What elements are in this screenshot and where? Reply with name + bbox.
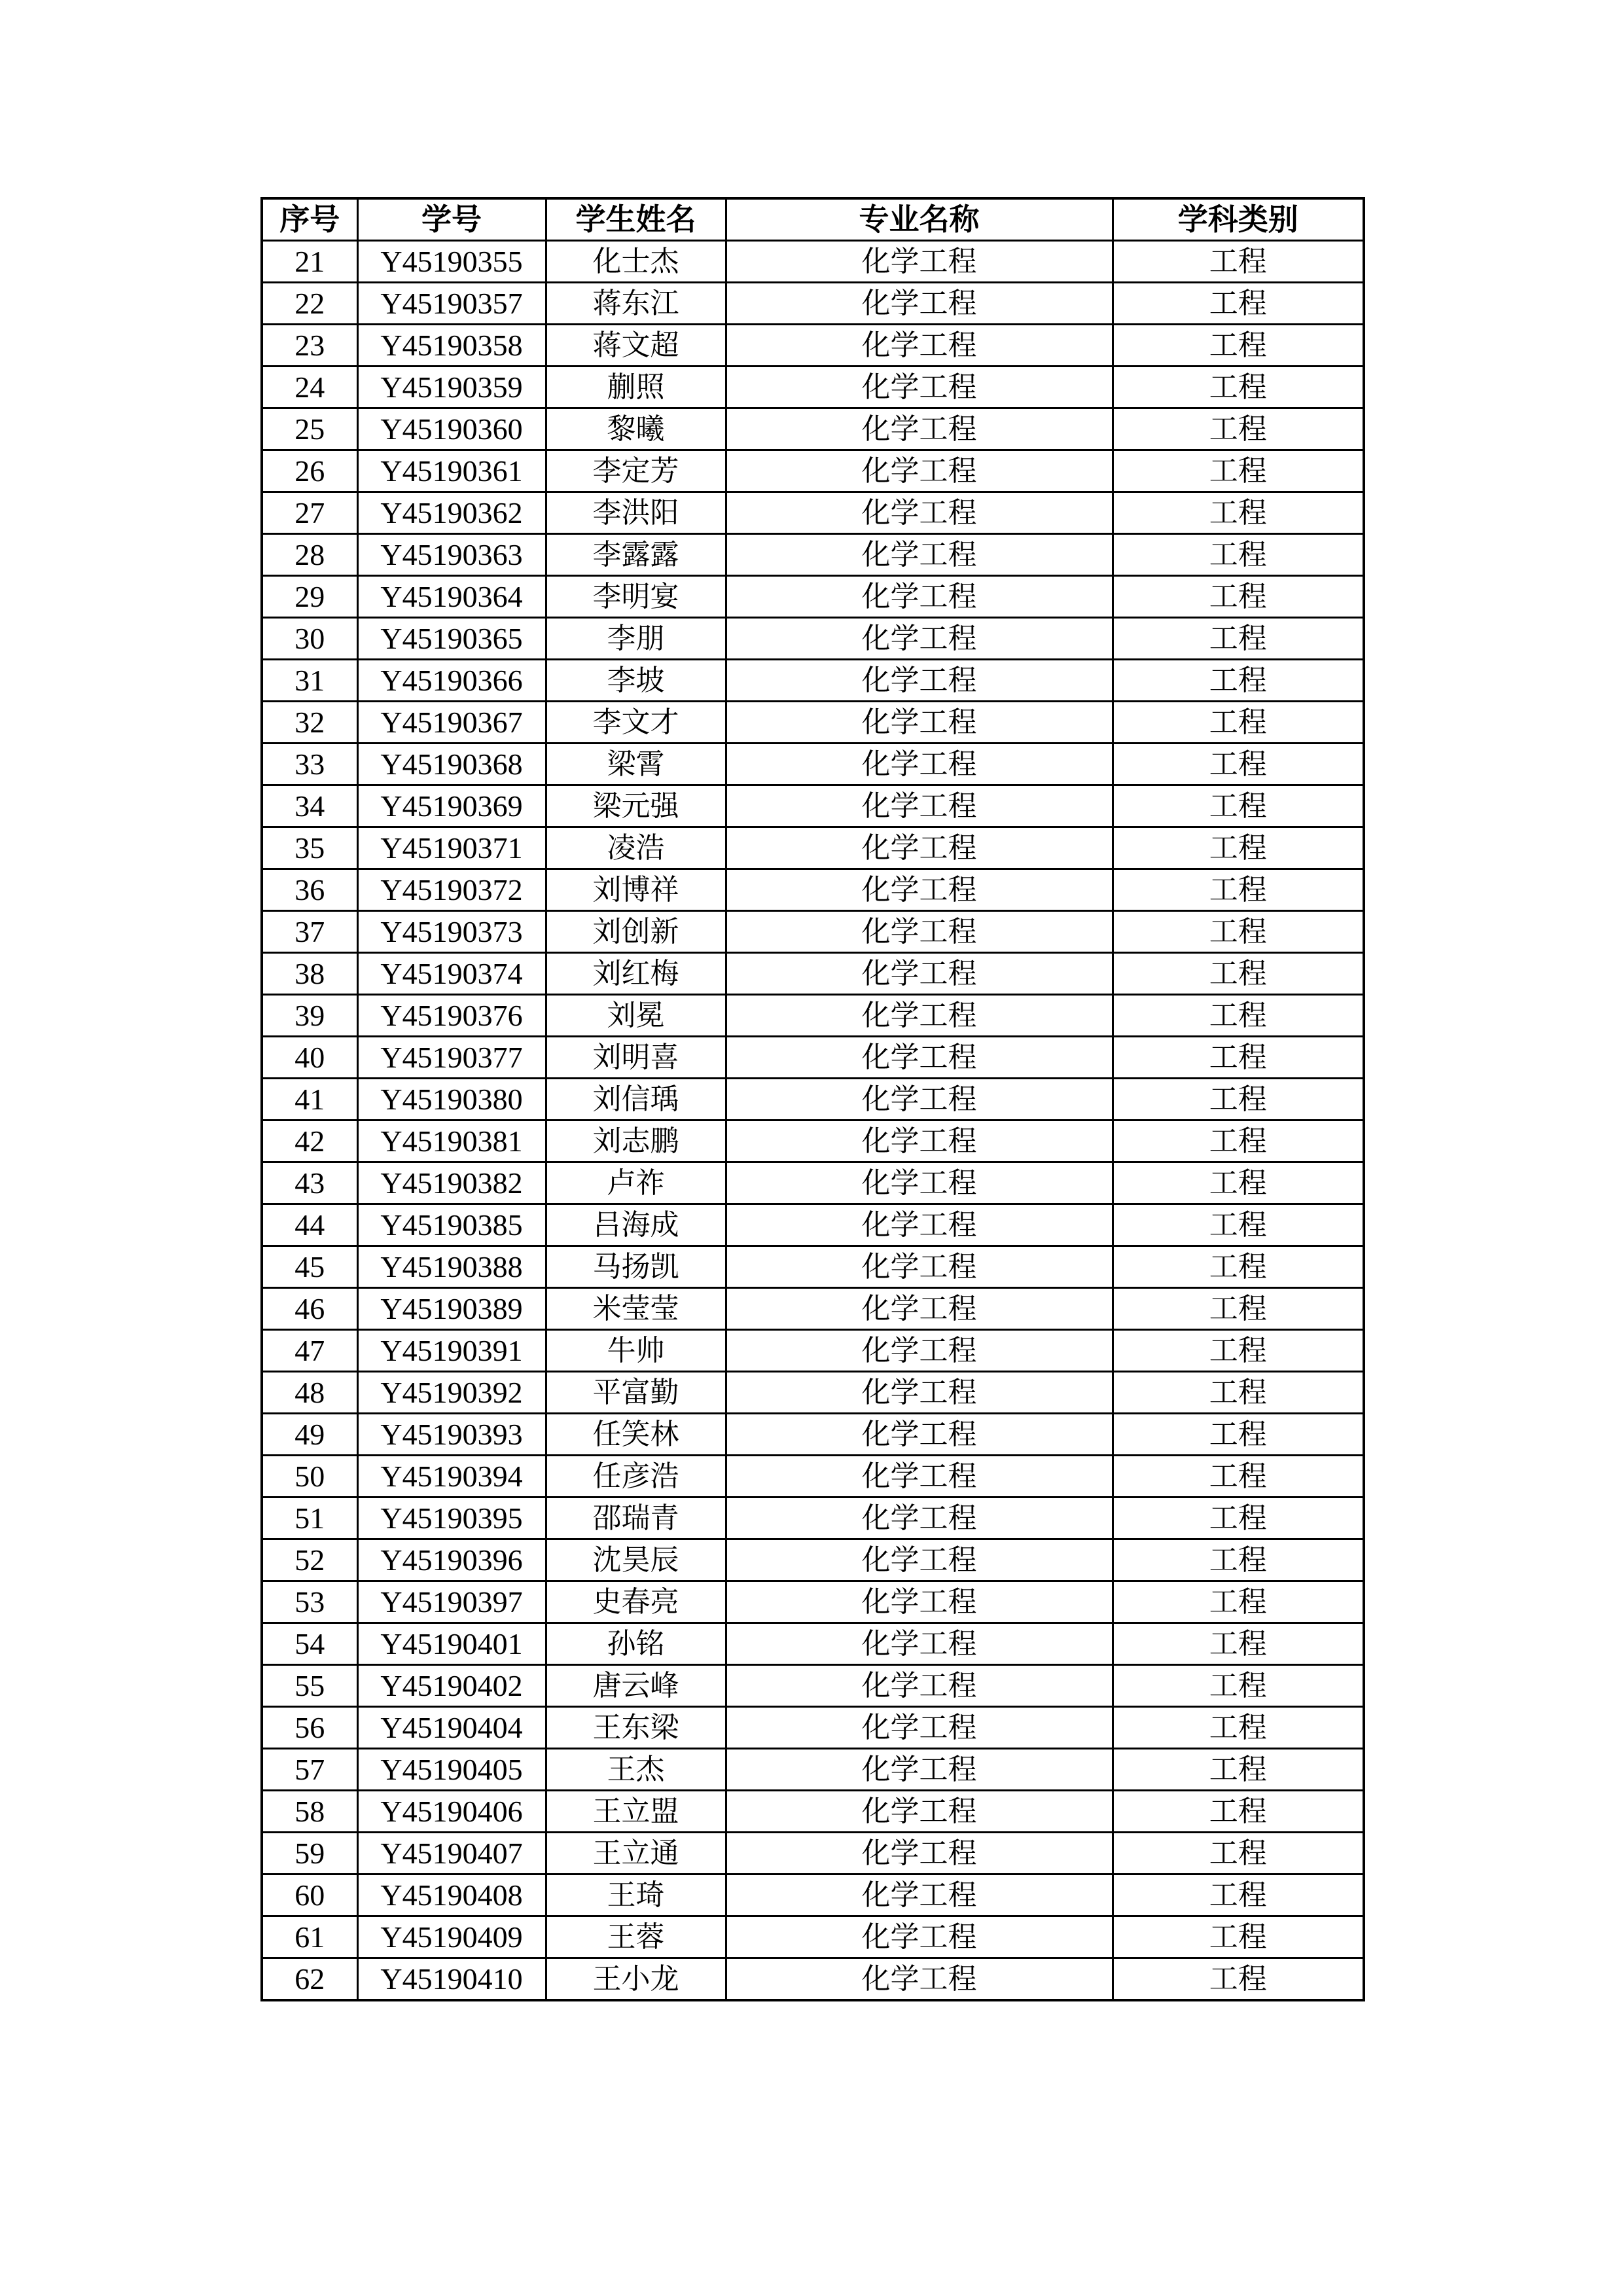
cell-major: 化学工程	[726, 618, 1113, 660]
table-row	[262, 1539, 1364, 1581]
table-row	[262, 827, 1364, 869]
cell-student-name: 牛帅	[546, 1330, 726, 1372]
cell-category: 工程	[1113, 1162, 1364, 1204]
table-row	[262, 1288, 1364, 1330]
cell-student-name: 梁元强	[546, 785, 726, 827]
cell-seq: 29	[262, 576, 357, 618]
table-row	[262, 702, 1364, 744]
cell-student-id: Y45190365	[357, 618, 546, 660]
cell-major: 化学工程	[726, 492, 1113, 534]
cell-student-id: Y45190397	[357, 1581, 546, 1623]
table-row	[262, 1749, 1364, 1791]
cell-student-name: 刘信瑀	[546, 1079, 726, 1121]
cell-student-id: Y45190359	[357, 367, 546, 408]
cell-major: 化学工程	[726, 785, 1113, 827]
table-row	[262, 618, 1364, 660]
cell-category: 工程	[1113, 1665, 1364, 1707]
cell-category: 工程	[1113, 367, 1364, 408]
cell-student-name: 梁霄	[546, 744, 726, 785]
cell-major: 化学工程	[726, 1791, 1113, 1833]
cell-seq: 23	[262, 325, 357, 367]
cell-major: 化学工程	[726, 1079, 1113, 1121]
cell-seq: 56	[262, 1707, 357, 1749]
cell-seq: 52	[262, 1539, 357, 1581]
cell-major: 化学工程	[726, 1707, 1113, 1749]
header-row	[262, 198, 1364, 241]
student-roster-table	[260, 197, 1365, 2001]
cell-major: 化学工程	[726, 325, 1113, 367]
cell-student-id: Y45190404	[357, 1707, 546, 1749]
cell-student-name: 凌浩	[546, 827, 726, 869]
cell-seq: 40	[262, 1037, 357, 1079]
cell-student-name: 蒋东江	[546, 283, 726, 325]
cell-student-name: 刘冕	[546, 995, 726, 1037]
cell-seq: 53	[262, 1581, 357, 1623]
cell-seq: 36	[262, 869, 357, 911]
cell-major: 化学工程	[726, 1581, 1113, 1623]
cell-seq: 28	[262, 534, 357, 576]
cell-seq: 51	[262, 1498, 357, 1539]
header-seq: 序号	[262, 198, 357, 241]
cell-student-id: Y45190366	[357, 660, 546, 702]
table-row	[262, 408, 1364, 450]
cell-category: 工程	[1113, 744, 1364, 785]
cell-category: 工程	[1113, 1330, 1364, 1372]
cell-major: 化学工程	[726, 1958, 1113, 2001]
cell-major: 化学工程	[726, 660, 1113, 702]
cell-major: 化学工程	[726, 1874, 1113, 1916]
cell-major: 化学工程	[726, 534, 1113, 576]
table-row	[262, 995, 1364, 1037]
cell-student-name: 刘志鹏	[546, 1121, 726, 1162]
cell-seq: 33	[262, 744, 357, 785]
cell-seq: 34	[262, 785, 357, 827]
cell-student-id: Y45190388	[357, 1246, 546, 1288]
cell-student-name: 任彦浩	[546, 1456, 726, 1498]
cell-seq: 39	[262, 995, 357, 1037]
cell-major: 化学工程	[726, 869, 1113, 911]
cell-major: 化学工程	[726, 1330, 1113, 1372]
cell-student-name: 李洪阳	[546, 492, 726, 534]
cell-seq: 35	[262, 827, 357, 869]
cell-seq: 26	[262, 450, 357, 492]
cell-student-name: 刘红梅	[546, 953, 726, 995]
cell-student-id: Y45190392	[357, 1372, 546, 1414]
header-student-name: 学生姓名	[546, 198, 726, 241]
cell-student-id: Y45190364	[357, 576, 546, 618]
cell-major: 化学工程	[726, 1623, 1113, 1665]
cell-category: 工程	[1113, 618, 1364, 660]
cell-seq: 42	[262, 1121, 357, 1162]
cell-seq: 45	[262, 1246, 357, 1288]
cell-student-id: Y45190407	[357, 1833, 546, 1874]
cell-major: 化学工程	[726, 450, 1113, 492]
cell-student-name: 王东梁	[546, 1707, 726, 1749]
cell-student-id: Y45190396	[357, 1539, 546, 1581]
cell-student-name: 王杰	[546, 1749, 726, 1791]
table-row	[262, 660, 1364, 702]
cell-student-name: 孙铭	[546, 1623, 726, 1665]
cell-seq: 37	[262, 911, 357, 953]
table-row	[262, 911, 1364, 953]
cell-student-name: 唐云峰	[546, 1665, 726, 1707]
cell-major: 化学工程	[726, 827, 1113, 869]
table-row	[262, 450, 1364, 492]
cell-category: 工程	[1113, 283, 1364, 325]
table-row	[262, 953, 1364, 995]
table-row	[262, 1707, 1364, 1749]
cell-student-id: Y45190389	[357, 1288, 546, 1330]
table-row	[262, 1456, 1364, 1498]
cell-student-id: Y45190380	[357, 1079, 546, 1121]
cell-major: 化学工程	[726, 1246, 1113, 1288]
cell-category: 工程	[1113, 241, 1364, 283]
cell-student-name: 李明宴	[546, 576, 726, 618]
cell-student-id: Y45190373	[357, 911, 546, 953]
cell-student-name: 化士杰	[546, 241, 726, 283]
cell-major: 化学工程	[726, 1037, 1113, 1079]
cell-major: 化学工程	[726, 408, 1113, 450]
cell-seq: 38	[262, 953, 357, 995]
cell-category: 工程	[1113, 995, 1364, 1037]
cell-category: 工程	[1113, 869, 1364, 911]
cell-student-name: 米莹莹	[546, 1288, 726, 1330]
cell-seq: 31	[262, 660, 357, 702]
cell-student-name: 王蓉	[546, 1916, 726, 1958]
cell-major: 化学工程	[726, 367, 1113, 408]
cell-category: 工程	[1113, 450, 1364, 492]
header-category: 学科类别	[1113, 198, 1364, 241]
cell-student-id: Y45190367	[357, 702, 546, 744]
table-row	[262, 576, 1364, 618]
cell-category: 工程	[1113, 576, 1364, 618]
cell-category: 工程	[1113, 785, 1364, 827]
table-row	[262, 869, 1364, 911]
cell-student-name: 李露露	[546, 534, 726, 576]
cell-student-id: Y45190381	[357, 1121, 546, 1162]
cell-category: 工程	[1113, 1456, 1364, 1498]
cell-student-name: 史春亮	[546, 1581, 726, 1623]
cell-student-name: 李坡	[546, 660, 726, 702]
cell-student-name: 王琦	[546, 1874, 726, 1916]
cell-student-name: 蒋文超	[546, 325, 726, 367]
cell-student-id: Y45190395	[357, 1498, 546, 1539]
cell-major: 化学工程	[726, 283, 1113, 325]
cell-seq: 48	[262, 1372, 357, 1414]
cell-seq: 50	[262, 1456, 357, 1498]
cell-student-id: Y45190394	[357, 1456, 546, 1498]
cell-student-id: Y45190408	[357, 1874, 546, 1916]
table-row	[262, 1162, 1364, 1204]
cell-student-name: 平富勤	[546, 1372, 726, 1414]
cell-seq: 32	[262, 702, 357, 744]
cell-major: 化学工程	[726, 1288, 1113, 1330]
cell-student-name: 李朋	[546, 618, 726, 660]
cell-seq: 44	[262, 1204, 357, 1246]
table-row	[262, 1414, 1364, 1456]
table-row	[262, 1874, 1364, 1916]
cell-category: 工程	[1113, 1121, 1364, 1162]
cell-category: 工程	[1113, 534, 1364, 576]
cell-student-id: Y45190405	[357, 1749, 546, 1791]
table-row	[262, 1330, 1364, 1372]
cell-seq: 59	[262, 1833, 357, 1874]
cell-seq: 54	[262, 1623, 357, 1665]
cell-student-id: Y45190371	[357, 827, 546, 869]
cell-category: 工程	[1113, 325, 1364, 367]
cell-category: 工程	[1113, 1246, 1364, 1288]
header-student-id: 学号	[357, 198, 546, 241]
cell-student-name: 刘明喜	[546, 1037, 726, 1079]
table-row	[262, 1246, 1364, 1288]
table-row	[262, 534, 1364, 576]
cell-seq: 46	[262, 1288, 357, 1330]
table-row	[262, 492, 1364, 534]
table-row	[262, 283, 1364, 325]
table-row	[262, 1958, 1364, 2001]
cell-seq: 30	[262, 618, 357, 660]
cell-major: 化学工程	[726, 953, 1113, 995]
table-header	[262, 198, 1364, 241]
cell-category: 工程	[1113, 1539, 1364, 1581]
cell-student-id: Y45190410	[357, 1958, 546, 2001]
cell-category: 工程	[1113, 911, 1364, 953]
cell-student-id: Y45190363	[357, 534, 546, 576]
cell-seq: 43	[262, 1162, 357, 1204]
cell-student-id: Y45190362	[357, 492, 546, 534]
cell-category: 工程	[1113, 660, 1364, 702]
cell-major: 化学工程	[726, 1162, 1113, 1204]
cell-student-id: Y45190361	[357, 450, 546, 492]
cell-major: 化学工程	[726, 1456, 1113, 1498]
cell-category: 工程	[1113, 702, 1364, 744]
table-row	[262, 785, 1364, 827]
cell-seq: 41	[262, 1079, 357, 1121]
cell-student-name: 李文才	[546, 702, 726, 744]
cell-student-id: Y45190374	[357, 953, 546, 995]
table-row	[262, 1623, 1364, 1665]
cell-seq: 60	[262, 1874, 357, 1916]
cell-student-name: 王小龙	[546, 1958, 726, 2001]
cell-student-id: Y45190358	[357, 325, 546, 367]
cell-major: 化学工程	[726, 1204, 1113, 1246]
cell-major: 化学工程	[726, 576, 1113, 618]
cell-major: 化学工程	[726, 1372, 1113, 1414]
cell-student-id: Y45190376	[357, 995, 546, 1037]
cell-category: 工程	[1113, 408, 1364, 450]
table-body	[262, 241, 1364, 2001]
cell-category: 工程	[1113, 1372, 1364, 1414]
cell-major: 化学工程	[726, 1498, 1113, 1539]
cell-student-id: Y45190391	[357, 1330, 546, 1372]
table-row	[262, 1204, 1364, 1246]
cell-major: 化学工程	[726, 911, 1113, 953]
cell-category: 工程	[1113, 1414, 1364, 1456]
cell-category: 工程	[1113, 1833, 1364, 1874]
cell-student-name: 沈昊辰	[546, 1539, 726, 1581]
table-row	[262, 744, 1364, 785]
cell-student-name: 蒯照	[546, 367, 726, 408]
cell-category: 工程	[1113, 1204, 1364, 1246]
cell-student-id: Y45190355	[357, 241, 546, 283]
cell-category: 工程	[1113, 1623, 1364, 1665]
table-row	[262, 1665, 1364, 1707]
cell-major: 化学工程	[726, 1916, 1113, 1958]
cell-student-id: Y45190393	[357, 1414, 546, 1456]
cell-student-id: Y45190372	[357, 869, 546, 911]
cell-category: 工程	[1113, 1791, 1364, 1833]
cell-seq: 24	[262, 367, 357, 408]
cell-student-name: 黎曦	[546, 408, 726, 450]
cell-major: 化学工程	[726, 1414, 1113, 1456]
cell-seq: 62	[262, 1958, 357, 2001]
table-row	[262, 367, 1364, 408]
table-row	[262, 1498, 1364, 1539]
cell-student-id: Y45190368	[357, 744, 546, 785]
cell-category: 工程	[1113, 1707, 1364, 1749]
cell-category: 工程	[1113, 492, 1364, 534]
cell-seq: 22	[262, 283, 357, 325]
cell-category: 工程	[1113, 1749, 1364, 1791]
cell-student-id: Y45190401	[357, 1623, 546, 1665]
cell-student-id: Y45190382	[357, 1162, 546, 1204]
table-row	[262, 1791, 1364, 1833]
cell-category: 工程	[1113, 1037, 1364, 1079]
cell-major: 化学工程	[726, 995, 1113, 1037]
table-row	[262, 1581, 1364, 1623]
cell-student-id: Y45190377	[357, 1037, 546, 1079]
cell-major: 化学工程	[726, 744, 1113, 785]
cell-major: 化学工程	[726, 702, 1113, 744]
cell-seq: 25	[262, 408, 357, 450]
cell-student-name: 刘创新	[546, 911, 726, 953]
cell-student-id: Y45190357	[357, 283, 546, 325]
cell-student-name: 刘博祥	[546, 869, 726, 911]
cell-student-name: 邵瑞青	[546, 1498, 726, 1539]
table-row	[262, 1833, 1364, 1874]
cell-major: 化学工程	[726, 1665, 1113, 1707]
cell-seq: 61	[262, 1916, 357, 1958]
cell-seq: 57	[262, 1749, 357, 1791]
table-row	[262, 1916, 1364, 1958]
cell-major: 化学工程	[726, 1539, 1113, 1581]
cell-student-name: 任笑林	[546, 1414, 726, 1456]
cell-seq: 55	[262, 1665, 357, 1707]
cell-category: 工程	[1113, 1958, 1364, 2001]
cell-student-id: Y45190406	[357, 1791, 546, 1833]
cell-category: 工程	[1113, 1288, 1364, 1330]
cell-major: 化学工程	[726, 1833, 1113, 1874]
table-row	[262, 1372, 1364, 1414]
cell-student-id: Y45190360	[357, 408, 546, 450]
cell-major: 化学工程	[726, 241, 1113, 283]
cell-student-name: 吕海成	[546, 1204, 726, 1246]
table-row	[262, 1079, 1364, 1121]
table-row	[262, 241, 1364, 283]
cell-student-name: 李定芳	[546, 450, 726, 492]
cell-major: 化学工程	[726, 1749, 1113, 1791]
cell-seq: 27	[262, 492, 357, 534]
cell-student-id: Y45190402	[357, 1665, 546, 1707]
cell-seq: 49	[262, 1414, 357, 1456]
table-row	[262, 1037, 1364, 1079]
cell-student-name: 马扬凯	[546, 1246, 726, 1288]
cell-category: 工程	[1113, 827, 1364, 869]
table-row	[262, 325, 1364, 367]
cell-student-name: 卢祚	[546, 1162, 726, 1204]
header-major: 专业名称	[726, 198, 1113, 241]
table-row	[262, 1121, 1364, 1162]
cell-student-id: Y45190409	[357, 1916, 546, 1958]
cell-student-id: Y45190369	[357, 785, 546, 827]
cell-seq: 21	[262, 241, 357, 283]
cell-major: 化学工程	[726, 1121, 1113, 1162]
cell-student-id: Y45190385	[357, 1204, 546, 1246]
cell-category: 工程	[1113, 1916, 1364, 1958]
cell-category: 工程	[1113, 1079, 1364, 1121]
cell-category: 工程	[1113, 953, 1364, 995]
cell-seq: 58	[262, 1791, 357, 1833]
cell-category: 工程	[1113, 1498, 1364, 1539]
cell-student-name: 王立盟	[546, 1791, 726, 1833]
cell-student-name: 王立通	[546, 1833, 726, 1874]
cell-category: 工程	[1113, 1581, 1364, 1623]
cell-seq: 47	[262, 1330, 357, 1372]
cell-category: 工程	[1113, 1874, 1364, 1916]
